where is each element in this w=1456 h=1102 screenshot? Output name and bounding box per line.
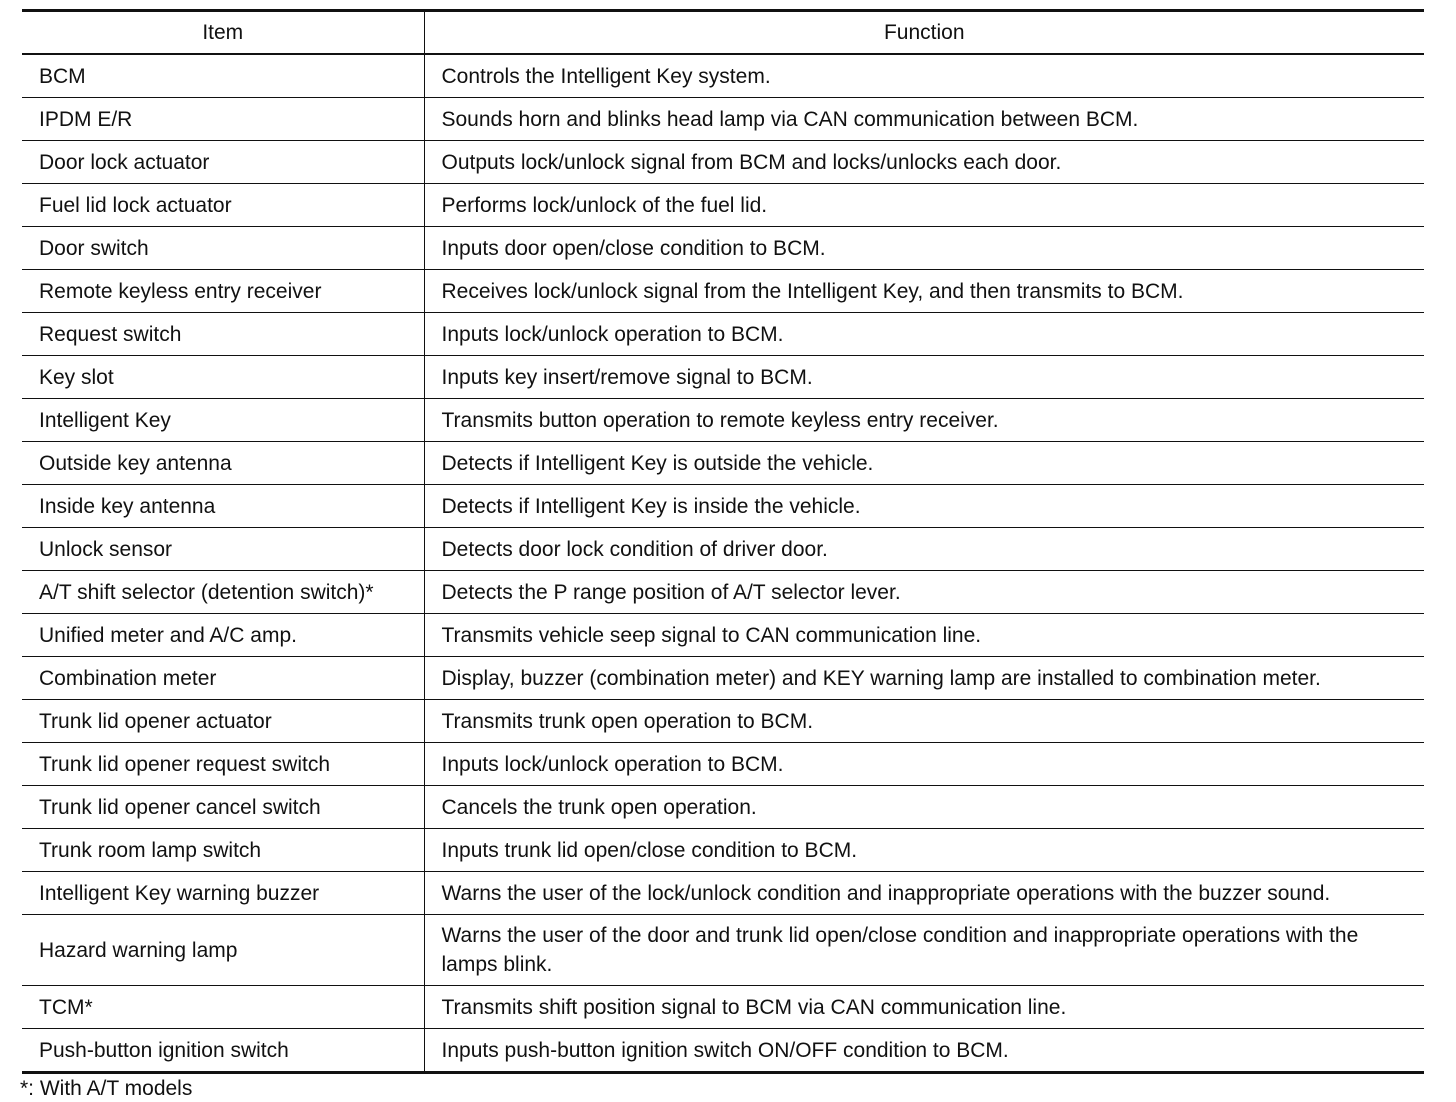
table-row	[22, 485, 1424, 528]
cell-item: Fuel lid lock actuator	[22, 184, 424, 227]
table-row	[22, 915, 1424, 986]
cell-item: Request switch	[22, 313, 424, 356]
table-row	[22, 270, 1424, 313]
cell-function: Warns the user of the lock/unlock condition and inappropriate operations with the buzzer sound.	[424, 872, 1424, 915]
table-header-row	[22, 11, 1424, 55]
cell-item: Push-button ignition switch	[22, 1029, 424, 1073]
table-row	[22, 313, 1424, 356]
cell-function: Receives lock/unlock signal from the Intelligent Key, and then transmits to BCM.	[424, 270, 1424, 313]
cell-item: Intelligent Key	[22, 399, 424, 442]
table-row	[22, 700, 1424, 743]
cell-item: Combination meter	[22, 657, 424, 700]
cell-item: Trunk lid opener actuator	[22, 700, 424, 743]
cell-item: Inside key antenna	[22, 485, 424, 528]
cell-item: Remote keyless entry receiver	[22, 270, 424, 313]
table-row	[22, 614, 1424, 657]
cell-function: Cancels the trunk open operation.	[424, 786, 1424, 829]
cell-item: IPDM E/R	[22, 98, 424, 141]
cell-function: Inputs lock/unlock operation to BCM.	[424, 313, 1424, 356]
table-row	[22, 571, 1424, 614]
cell-function: Transmits button operation to remote keyless entry receiver.	[424, 399, 1424, 442]
cell-item: Outside key antenna	[22, 442, 424, 485]
cell-function: Controls the Intelligent Key system.	[441, 64, 771, 88]
cell-function: Performs lock/unlock of the fuel lid.	[424, 184, 1424, 227]
cell-function: Sounds horn and blinks head lamp via CAN communication between BCM.	[424, 98, 1424, 141]
cell-item: Trunk room lamp switch	[22, 829, 424, 872]
cell-item: Trunk lid opener request switch	[22, 743, 424, 786]
table-row	[22, 872, 1424, 915]
cell-function: Transmits trunk open operation to BCM.	[424, 700, 1424, 743]
table-row	[22, 98, 1424, 141]
cell-function: Inputs push-button ignition switch ON/OFF condition to BCM.	[424, 1029, 1424, 1073]
table-row	[22, 356, 1424, 399]
cell-item: A/T shift selector (detention switch)*	[22, 571, 424, 614]
table-row	[22, 227, 1424, 270]
cell-function: Transmits vehicle seep signal to CAN communication line.	[424, 614, 1424, 657]
cell-item: Door switch	[22, 227, 424, 270]
table-row	[22, 528, 1424, 571]
table-row	[22, 1029, 1424, 1073]
table-row	[22, 657, 1424, 700]
cell-item: Hazard warning lamp	[22, 915, 424, 986]
cell-function: Display, buzzer (combination meter) and KEY warning lamp are installed to combination meter.	[424, 657, 1424, 700]
table-row	[22, 54, 1424, 98]
table-row	[22, 829, 1424, 872]
cell-item: Unified meter and A/C amp.	[22, 614, 424, 657]
cell-function: Inputs key insert/remove signal to BCM.	[424, 356, 1424, 399]
cell-function: Inputs lock/unlock operation to BCM.	[424, 743, 1424, 786]
component-function-table	[22, 9, 1424, 1074]
cell-item: Door lock actuator	[22, 141, 424, 184]
column-header-item: Item	[22, 11, 424, 55]
table-row	[22, 786, 1424, 829]
table-row	[22, 442, 1424, 485]
cell-function: Detects if Intelligent Key is inside the vehicle.	[424, 485, 1424, 528]
cell-item: TCM*	[22, 986, 424, 1029]
cell-item: Intelligent Key warning buzzer	[22, 872, 424, 915]
cell-function: Outputs lock/unlock signal from BCM and locks/unlocks each door.	[424, 141, 1424, 184]
cell-function: Detects the P range position of A/T selector lever.	[424, 571, 1424, 614]
cell-function: Warns the user of the door and trunk lid open/close condition and inappropriate operations with the lamps blink.	[424, 915, 1424, 986]
cell-function: Detects door lock condition of driver door.	[424, 528, 1424, 571]
table-row	[22, 399, 1424, 442]
cell-item: Unlock sensor	[22, 528, 424, 571]
table-row	[22, 184, 1424, 227]
cell-function: Detects if Intelligent Key is outside the vehicle.	[424, 442, 1424, 485]
cell-function: Inputs door open/close condition to BCM.	[424, 227, 1424, 270]
cell-item: Key slot	[22, 356, 424, 399]
cell-function: Transmits shift position signal to BCM via CAN communication line.	[424, 986, 1424, 1029]
footnote: *: With A/T models	[20, 1077, 193, 1100]
table-row	[22, 986, 1424, 1029]
cell-item: BCM	[22, 54, 424, 98]
table-row	[22, 743, 1424, 786]
table-row	[22, 141, 1424, 184]
table-body	[22, 54, 1424, 1073]
column-header-function: Function	[424, 11, 1424, 55]
cell-function: Inputs trunk lid open/close condition to BCM.	[424, 829, 1424, 872]
cell-item: Trunk lid opener cancel switch	[22, 786, 424, 829]
